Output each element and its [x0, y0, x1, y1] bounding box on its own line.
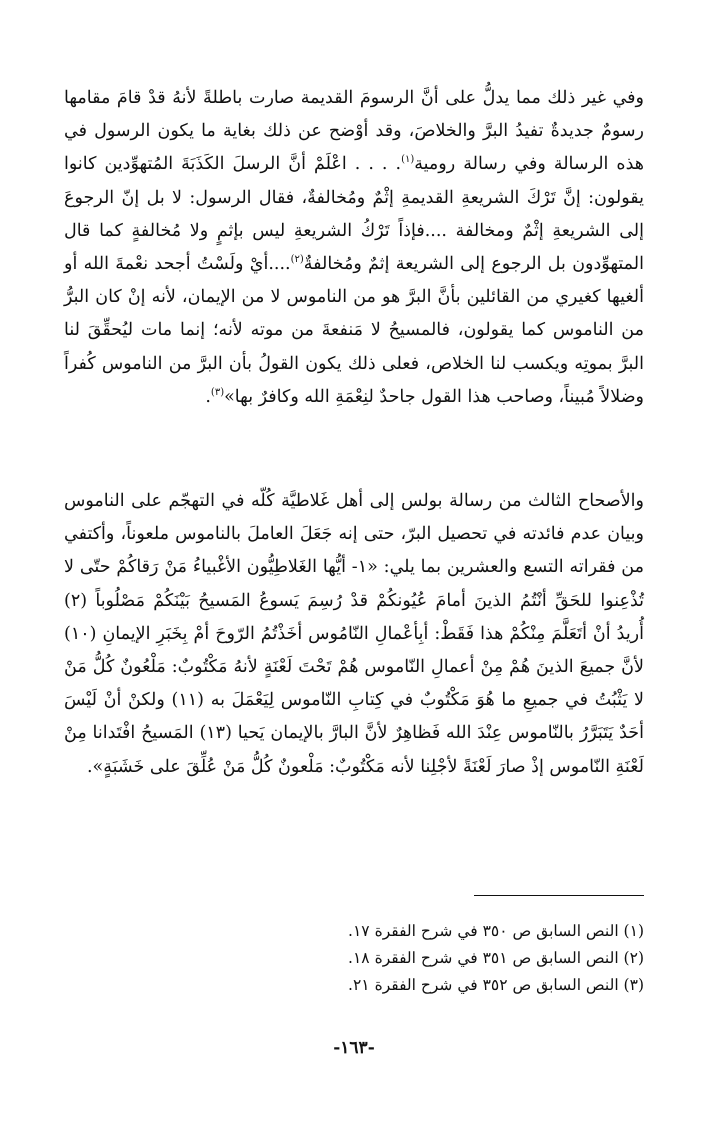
footnote-marker: (٣): [210, 387, 225, 398]
paragraph-text: والأصحاح الثالث من رسالة بولس إلى أهل غَلاطيَّة كُلّه في التهجّم على الناموس وبيان عدم فائدته في تحصيل البرّ، حتى إنه جَعَلَ العاملَ بالناموس ملعوناً، وأكتفي من فقراته التسع والعشرين بما يلي: «١- أيُّها الغَلاطِيُّون الأغْبياءُ مَنْ رَقاكُمْ حتّى لا تُذْعِنوا للحَقِّ أنْتُمُ الذينَ أمامَ عُيُونكُمْ قدْ رُسِمَ يَسوعُ المَسيحُ بَيْنَكُمْ مَصْلُوباً (٢) أُريدُ أنْ أتَعَلَّمَ مِنْكُمْ هذا فَقَطْ: أبِأعْمالِ النّامُوس أخَذْتُمُ الرّوحَ أمْ بِخَبَرِ الإيمانِ (١٠) لأنَّ جميعَ الذينَ هُمْ مِنْ أعمالِ النّاموس هُمْ تَحْتَ لَعْنَةٍ لأنهُ مَكْتُوبٌ: مَلْعُونٌ كُلُّ مَنْ لا يَثْبُتُ في جميعِ ما هُوَ مَكْتُوبٌ في كِتابِ النّاموس لِيَعْمَلَ به (١١) ولكنْ أنْ لَيْسَ أحَدٌ يَتَبَرَّرُ بالنّاموس عِنْدَ الله فَظاهِرٌ لأنَّ البارَّ بالإيمان يَحيا (١٣) المَسيحُ افْتَدانا مِنْ لَعْنَةِ النّاموس إذْ صارَ لَعْنَةً لأجْلِنا لأنه مَكْتُوبٌ: مَلْعونٌ كُلُّ مَنْ عُلِّقَ على خَشَبَةٍ».: [64, 491, 644, 777]
paragraph-segment: ....أيْ ولَسْتُ أجحد نعْمةَ الله أو ألغيها كغيري من القائلين بأنَّ البرَّ هو من الناموس لا من الإيمان، لأنه إنْ كان البرُّ من الناموس كما يقولون، فالمسيحُ لا مَنفعةَ من موته لأنه؛ إنما مات ليُحقِّقَ لنا البرَّ بموتِه ويكسب لنا الخلاص، فعلى ذلك يكون القولُ بأن البرَّ من الناموس كُفراً وضلالاً مُبيناً، وصاحب هذا القول جاحدٌ لنِعْمَةِ الله وكافرٌ بها»: [64, 254, 644, 407]
paragraph-segment: وفي غير ذلك مما يدلُّ على أنَّ الرسومَ القديمة صارت باطلةً لأنهُ قدْ قامَ مقامها رسومٌ جديدةٌ تفيدُ البرَّ والخلاصَ، وقد أوْضح عن ذلك بغاية ما يكون الرسول في هذه الرسالة وفي رسالة رومية: [64, 88, 644, 175]
paragraph-segment: . . . . اعْلَمْ أنَّ الرسلَ الكَذَبَةَ المُتهوِّدين كانوا يقولون: إنَّ تَرْكَ الشريعةِ القديمةِ إثْمٌ ومُخالفةٌ، فقال الرسول: لا بل إنّ الرجوعَ إلى الشريعةِ إثْمٌ ومخالفة ....فإذاً تَرْكُ الشريعةِ ليس بإثمٍ ولا مُخالفةٍ كما قال المتهوِّدون بل الرجوع إلى الشريعة إثمٌ ومُخالفةٌ: [64, 154, 644, 275]
paragraph-text: [64, 82, 644, 414]
footnote-item: (١) النص السابق ص ٣٥٠ في شرح الفقرة ١٧.: [348, 922, 644, 940]
footnote-item: (٣) النص السابق ص ٣٥٢ في شرح الفقرة ٢١.: [348, 976, 644, 994]
footnote-marker: (١): [401, 154, 415, 166]
footnote-item: (٢) النص السابق ص ٣٥١ في شرح الفقرة ١٨.: [348, 949, 644, 967]
paragraph-galatians-chapter-three: [64, 485, 644, 784]
footnotes-list: [64, 918, 644, 999]
paragraph-galatians-commentary: [64, 82, 644, 414]
footnote-divider: [474, 895, 644, 896]
page-number: -١٦٣-: [333, 1038, 375, 1058]
paragraph-segment: .: [205, 386, 211, 407]
footnote-marker: (٢): [290, 254, 304, 266]
